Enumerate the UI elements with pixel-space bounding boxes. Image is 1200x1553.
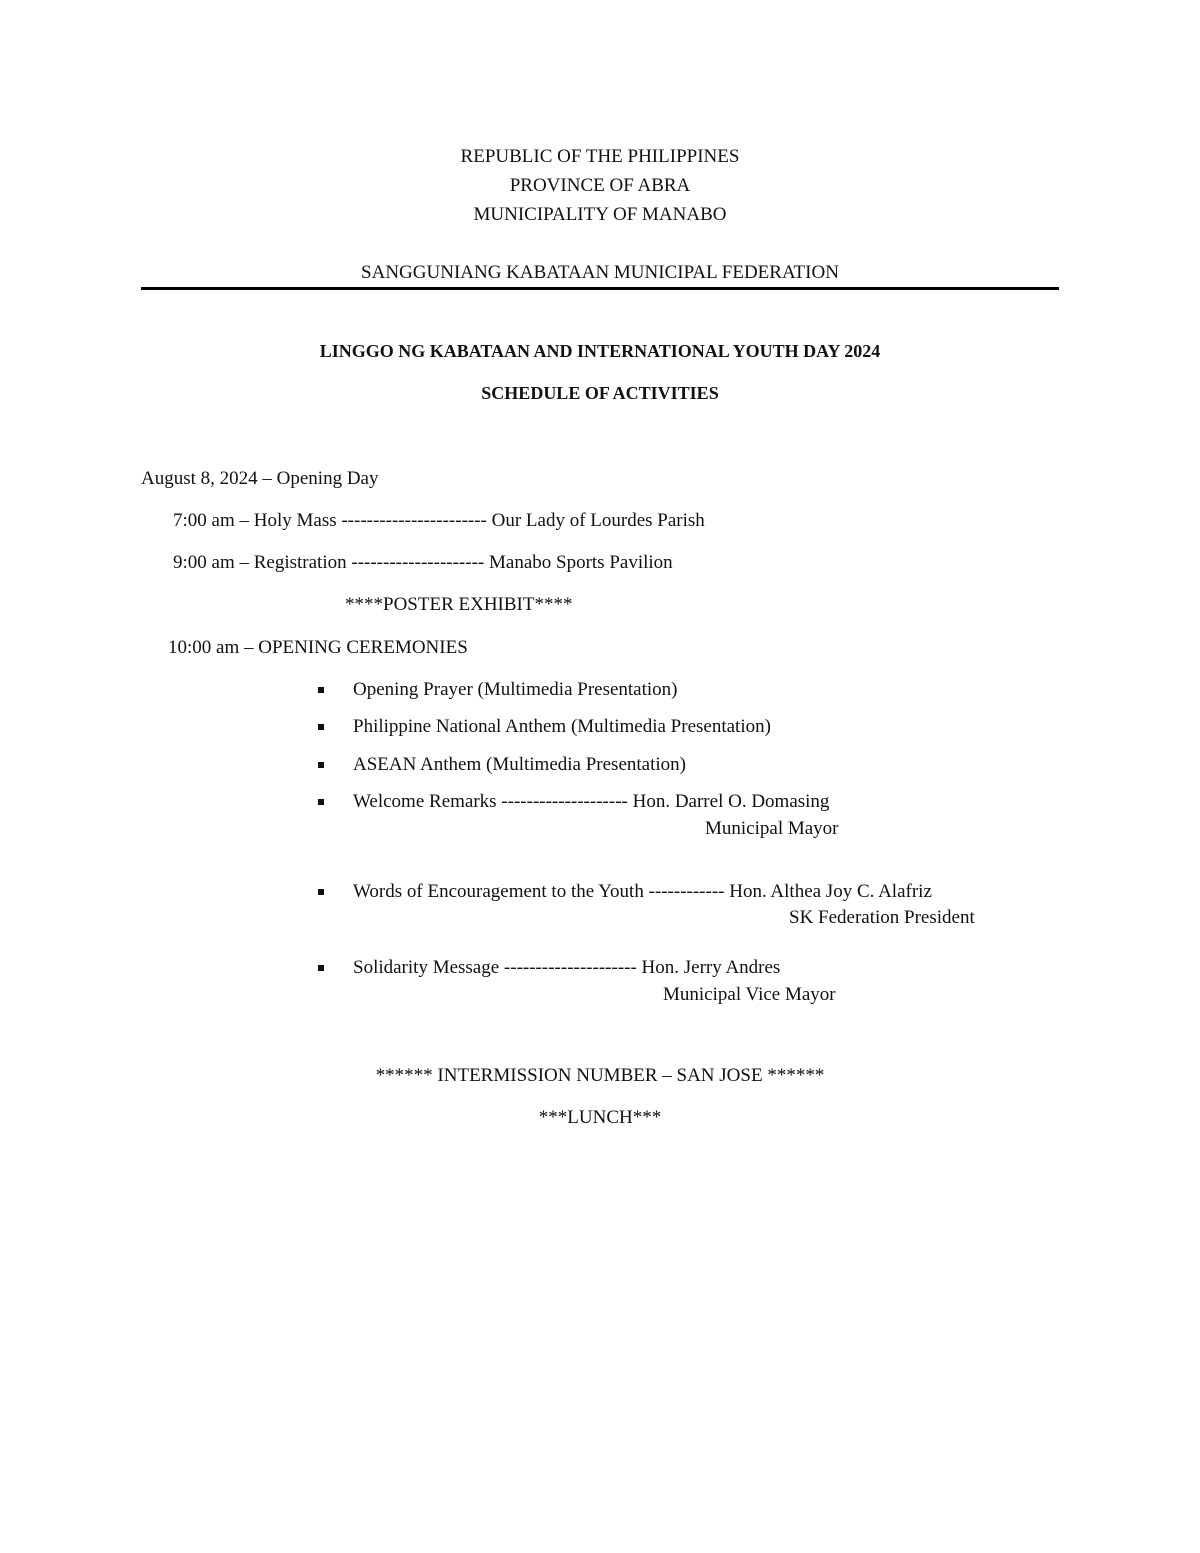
header-republic: REPUBLIC OF THE PHILIPPINES <box>460 146 740 167</box>
program-item-encouragement: Words of Encouragement to the Youth ------------ Hon. Althea Joy C. Alafriz <box>353 881 932 902</box>
bullet-icon <box>318 889 324 895</box>
program-item-welcome-remarks: Welcome Remarks -------------------- Hon. Darrel O. Domasing <box>353 791 830 812</box>
schedule-item-holy-mass: 7:00 am – Holy Mass ----------------------- Our Lady of Lourdes Parish <box>173 510 705 531</box>
program-item-opening-prayer: Opening Prayer (Multimedia Presentation) <box>353 679 678 700</box>
bullet-icon <box>318 724 324 730</box>
lunch: ***LUNCH*** <box>538 1107 662 1128</box>
bullet-icon <box>318 965 324 971</box>
bullet-icon <box>318 762 324 768</box>
day-heading: August 8, 2024 – Opening Day <box>141 468 379 489</box>
poster-exhibit: ****POSTER EXHIBIT**** <box>345 594 573 615</box>
schedule-item-registration: 9:00 am – Registration --------------------- Manabo Sports Pavilion <box>173 552 673 573</box>
program-role-mayor: Municipal Mayor <box>705 818 839 839</box>
program-role-vice-mayor: Municipal Vice Mayor <box>663 984 836 1005</box>
header-divider <box>141 287 1059 290</box>
bullet-icon <box>318 799 324 805</box>
program-item-national-anthem: Philippine National Anthem (Multimedia Presentation) <box>353 716 771 737</box>
header-federation: SANGGUNIANG KABATAAN MUNICIPAL FEDERATION <box>361 262 839 283</box>
intermission: ****** INTERMISSION NUMBER – SAN JOSE ****** <box>375 1065 825 1086</box>
event-title: LINGGO NG KABATAAN AND INTERNATIONAL YOUTH DAY 2024 <box>319 341 881 361</box>
header-municipality: MUNICIPALITY OF MANABO <box>473 204 727 225</box>
schedule-title: SCHEDULE OF ACTIVITIES <box>481 383 719 403</box>
program-role-sk-president: SK Federation President <box>789 907 975 928</box>
bullet-icon <box>318 687 324 693</box>
header-province: PROVINCE OF ABRA <box>509 175 691 196</box>
opening-ceremonies: 10:00 am – OPENING CEREMONIES <box>168 637 468 658</box>
program-item-solidarity: Solidarity Message --------------------- Hon. Jerry Andres <box>353 957 781 978</box>
program-item-asean-anthem: ASEAN Anthem (Multimedia Presentation) <box>353 754 686 775</box>
